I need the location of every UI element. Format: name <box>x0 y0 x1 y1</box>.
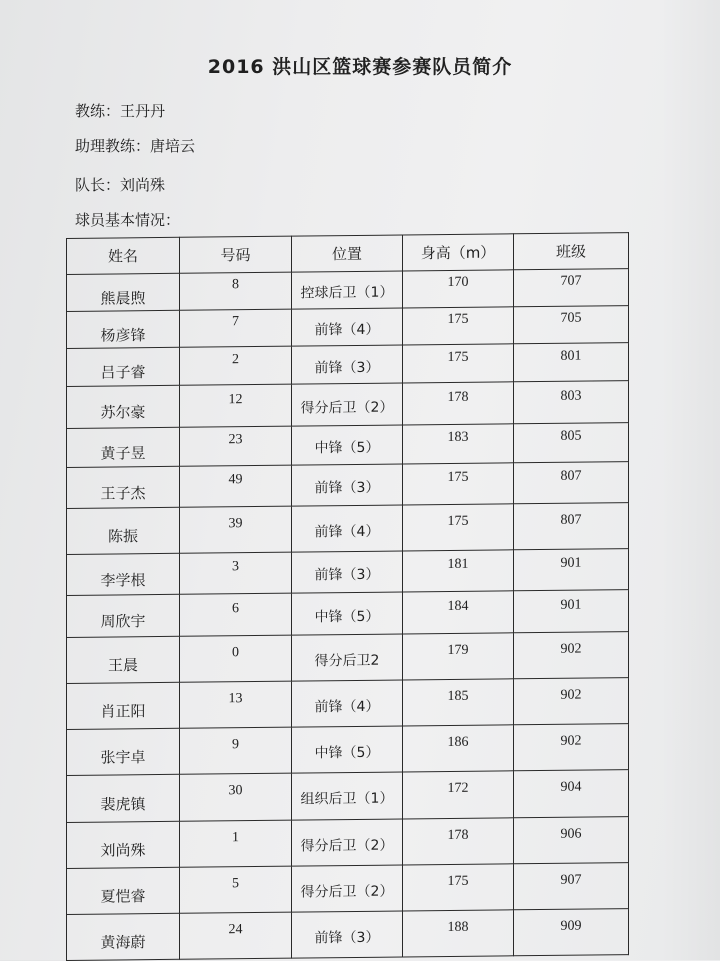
player-name: 肖正阳 <box>67 682 180 729</box>
player-position: 中锋（5） <box>292 726 403 773</box>
player-height: 175 <box>403 307 514 345</box>
player-name: 陈振 <box>67 507 180 554</box>
table-row <box>67 269 629 312</box>
header-number: 号码 <box>180 236 292 273</box>
player-number: 12 <box>180 384 292 427</box>
table-row <box>67 343 629 387</box>
player-height: 181 <box>403 550 514 592</box>
player-position: 得分后卫2 <box>292 634 403 681</box>
player-position: 得分后卫（2） <box>292 865 403 912</box>
player-class: 807 <box>514 503 629 550</box>
player-number: 30 <box>180 773 292 821</box>
player-height: 175 <box>403 504 514 551</box>
player-name: 张宇卓 <box>67 728 180 775</box>
player-name: 周欣宇 <box>67 594 180 637</box>
player-name: 夏恺睿 <box>67 867 180 914</box>
assistant-coach-line <box>75 135 195 156</box>
player-position: 得分后卫（2） <box>292 383 403 426</box>
player-height: 172 <box>403 771 514 819</box>
header-name: 姓名 <box>67 237 180 274</box>
player-name: 吕子睿 <box>67 347 180 386</box>
coach-value: 王丹丹 <box>120 102 166 120</box>
paper-edge-shadow <box>660 0 720 960</box>
table-row <box>67 724 629 776</box>
player-number: 8 <box>180 272 292 310</box>
player-name: 裴虎镇 <box>67 774 180 822</box>
player-position: 得分后卫（2） <box>292 819 403 866</box>
table-row <box>67 863 629 915</box>
player-position: 前锋（4） <box>292 680 403 727</box>
player-height: 175 <box>403 344 514 383</box>
player-height: 170 <box>403 270 514 308</box>
player-class: 906 <box>514 817 629 864</box>
table-row <box>67 817 629 869</box>
table-row <box>67 306 629 349</box>
player-name: 刘尚殊 <box>67 821 180 868</box>
player-height: 184 <box>403 591 514 634</box>
table-row <box>67 632 629 684</box>
player-number: 1 <box>180 820 292 867</box>
player-class: 807 <box>514 462 629 504</box>
player-class: 801 <box>514 343 629 382</box>
player-height: 178 <box>403 818 514 865</box>
player-class: 803 <box>514 381 629 424</box>
player-height: 178 <box>403 382 514 425</box>
table-row <box>67 423 629 468</box>
table-row <box>67 549 629 596</box>
player-number: 0 <box>180 635 292 682</box>
player-position: 中锋（5） <box>292 592 403 635</box>
table-row <box>67 590 629 638</box>
player-position: 前锋（3） <box>292 551 403 593</box>
player-number: 2 <box>180 346 292 385</box>
player-position: 前锋（3） <box>292 911 403 958</box>
player-position: 中锋（5） <box>292 425 403 465</box>
player-class: 902 <box>514 678 629 725</box>
coach-line <box>75 100 165 121</box>
player-class: 901 <box>514 549 629 591</box>
player-number: 49 <box>180 465 292 507</box>
roster-label: 球员基本情况： <box>75 211 181 229</box>
player-number: 23 <box>180 426 292 466</box>
player-name: 黄子昱 <box>67 427 180 467</box>
coach-label: 教练 <box>75 102 106 120</box>
player-name: 杨彦锋 <box>67 310 180 348</box>
header-class: 班级 <box>514 233 629 270</box>
player-name: 熊晨煦 <box>67 273 180 311</box>
player-height: 183 <box>403 424 514 464</box>
player-position: 前锋（4） <box>292 308 403 346</box>
player-height: 175 <box>403 463 514 505</box>
player-number: 7 <box>180 309 292 347</box>
player-position: 控球后卫（1） <box>292 271 403 309</box>
table-row <box>67 381 629 429</box>
player-position: 前锋（4） <box>292 505 403 552</box>
table-row <box>67 462 629 509</box>
player-class: 907 <box>514 863 629 910</box>
captain-separator: ： <box>105 176 121 194</box>
player-position: 前锋（3） <box>292 464 403 506</box>
captain-value: 刘尚殊 <box>120 176 166 194</box>
table-row <box>67 503 629 555</box>
player-position: 前锋（3） <box>292 345 403 384</box>
table-header-row <box>67 233 629 275</box>
captain-label: 队长 <box>75 176 106 194</box>
document-title: 2016 洪山区篮球赛参赛队员简介 <box>207 56 513 78</box>
assistant-coach-value: 唐培云 <box>150 137 196 155</box>
player-name: 苏尔豪 <box>67 385 180 428</box>
player-height: 186 <box>403 725 514 772</box>
player-name: 李学根 <box>67 553 180 595</box>
player-name: 王子杰 <box>67 466 180 508</box>
player-class: 901 <box>514 590 629 633</box>
player-class: 705 <box>514 306 629 344</box>
player-height: 179 <box>403 633 514 680</box>
player-height: 185 <box>403 679 514 726</box>
player-number: 39 <box>180 506 292 553</box>
player-number: 24 <box>180 912 292 959</box>
player-class: 902 <box>514 632 629 679</box>
player-number: 9 <box>180 727 292 774</box>
player-number: 3 <box>180 552 292 594</box>
table-row <box>67 909 629 961</box>
player-class: 902 <box>514 724 629 771</box>
player-number: 5 <box>180 866 292 913</box>
table-row <box>67 770 629 823</box>
assistant-coach-separator: ： <box>135 137 151 155</box>
captain-line <box>75 174 165 195</box>
player-name: 王晨 <box>67 636 180 683</box>
player-class: 909 <box>514 909 629 956</box>
player-name: 黄海蔚 <box>67 913 180 960</box>
header-position: 位置 <box>292 235 403 272</box>
table-row <box>67 678 629 730</box>
roster-table <box>66 232 629 961</box>
player-position: 组织后卫（1） <box>292 772 403 820</box>
player-number: 13 <box>180 681 292 728</box>
coach-separator: ： <box>105 102 121 120</box>
assistant-coach-label: 助理教练 <box>75 137 136 155</box>
player-class: 805 <box>514 423 629 463</box>
player-number: 6 <box>180 593 292 636</box>
player-height: 188 <box>403 910 514 957</box>
player-class: 904 <box>514 770 629 818</box>
header-height: 身高（m） <box>403 234 514 271</box>
player-height: 175 <box>403 864 514 911</box>
player-class: 707 <box>514 269 629 307</box>
